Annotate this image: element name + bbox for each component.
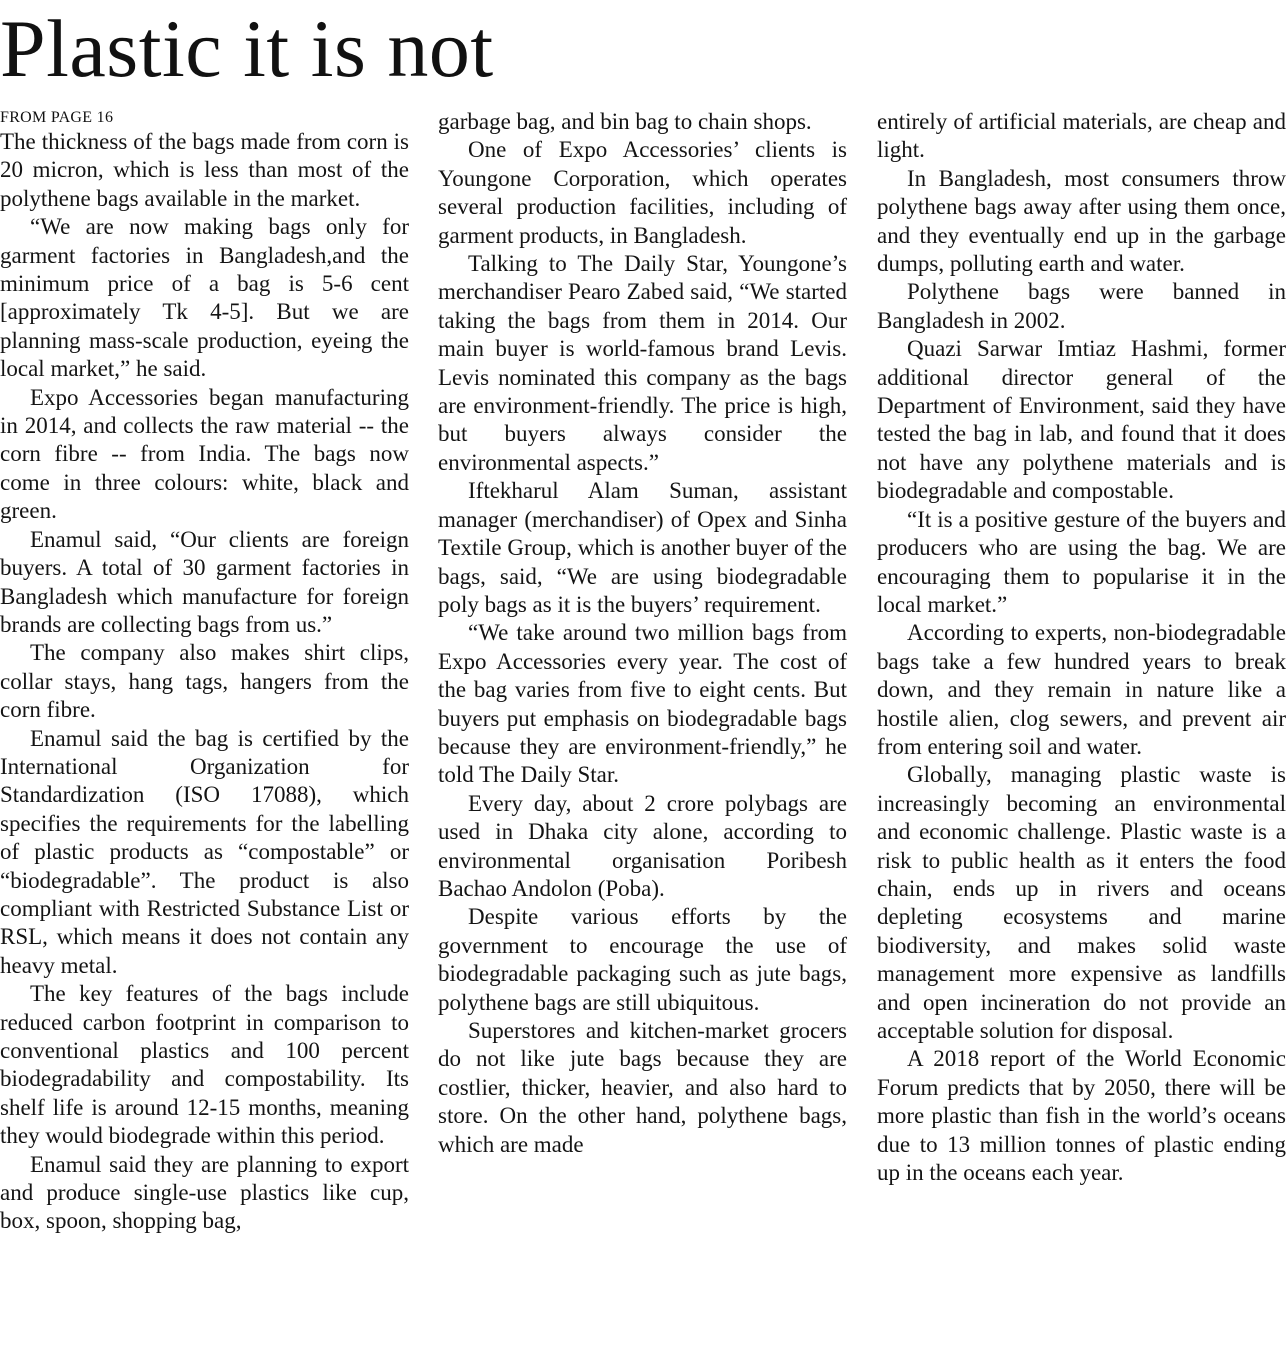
- paragraph: In Bangladesh, most consumers throw polythene bags away after using them once, and they eventually end up in the garbage dumps, polluting earth and water.: [877, 165, 1286, 277]
- paragraph: Superstores and kitchen-market grocers do not like jute bags because they are costlier, thicker, heavier, and also hard to store. On the other hand, polythene bags, which are made: [438, 1018, 847, 1157]
- article-column-2: [438, 108, 847, 1159]
- continuation-kicker: FROM PAGE 16: [0, 109, 114, 126]
- paragraph: Expo Accessories began manufacturing in 2014, and collects the raw material -- the corn fibre -- from India. The bags now come in three colours: white, black and green.: [0, 384, 409, 524]
- paragraph: Globally, managing plastic waste is increasingly becoming an environmental and economic challenge. Plastic waste is a risk to public health as it enters the food chain, ends up in rivers and oceans depleting ecosystems and marine biodiversity, and makes solid waste management more expensive as landfills and open incineration do not provide an acceptable solution for disposal.: [877, 762, 1286, 1043]
- article-column-3: [877, 108, 1286, 1187]
- paragraph: entirely of artificial materials, are cheap and light.: [877, 109, 1286, 163]
- article-column-1: [0, 108, 409, 1236]
- paragraph: The company also makes shirt clips, collar stays, hang tags, hangers from the corn fibre.: [0, 640, 409, 723]
- paragraph: Enamul said, “Our clients are foreign buyers. A total of 30 garment factories in Bangladesh which manufacture for foreign brands are collecting bags from us.”: [0, 526, 409, 637]
- headline: Plastic it is not: [0, 3, 494, 94]
- paragraph: A 2018 report of the World Economic Forum predicts that by 2050, there will be more plastic than fish in the world’s oceans due to 13 million tonnes of plastic ending up in the oceans each year.: [877, 1046, 1286, 1186]
- paragraph: “We are now making bags only for garment factories in Bangladesh,and the minimum price of a bag is 5-6 cent [approximately Tk 4-5]. But we are planning mass-scale production, eyeing the local market,” he said.: [0, 214, 409, 382]
- paragraph: Quazi Sarwar Imtiaz Hashmi, former additional director general of the Department of Environment, said they have tested the bag in lab, and found that it does not have any polythene materials and is biodegradable and compostable.: [877, 336, 1286, 504]
- paragraph: Every day, about 2 crore polybags are used in Dhaka city alone, according to environmental organisation Poribesh Bachao Andolon (Poba).: [438, 790, 847, 901]
- paragraph: One of Expo Accessories’ clients is Youngone Corporation, which operates several production facilities, including of garment products, in Bangladesh.: [438, 137, 847, 248]
- paragraph: garbage bag, and bin bag to chain shops.: [438, 109, 812, 134]
- paragraph: Iftekharul Alam Suman, assistant manager (merchandiser) of Opex and Sinha Textile Group, which is another buyer of the bags, said, “We are using biodegradable poly bags as it is the buyers’ requirement.: [438, 478, 847, 617]
- paragraph: According to experts, non-biodegradable bags take a few hundred years to break down, and they remain in nature like a hostile alien, clog sewers, and prevent air from entering soil and water.: [877, 620, 1286, 759]
- paragraph: Enamul said the bag is certified by the International Organization for Standardization (ISO 17088), which specifies the requirements for the labelling of plastic products as “compostable” or “biodegradable”. The product is also compliant with Restricted Substance List or RSL, which means it does not contain any heavy metal.: [0, 725, 409, 978]
- paragraph: Despite various efforts by the government to encourage the use of biodegradable packaging such as jute bags, polythene bags are still ubiquitous.: [438, 904, 847, 1015]
- paragraph: Enamul said they are planning to export and produce single-use plastics like cup, box, spoon, shopping bag,: [0, 1151, 409, 1234]
- paragraph: “We take around two million bags from Expo Accessories every year. The cost of the bag varies from five to eight cents. But buyers put emphasis on biodegradable bags because they are environment-friendly,” he told The Daily Star.: [438, 620, 847, 788]
- paragraph: “It is a positive gesture of the buyers and producers who are using the bag. We are encouraging them to popularise it in the local market.”: [877, 506, 1286, 617]
- paragraph: The thickness of the bags made from corn is 20 micron, which is less than most of the polythene bags available in the market.: [0, 129, 409, 211]
- paragraph: Talking to The Daily Star, Youngone’s merchandiser Pearo Zabed said, “We started taking the bags from them in 2014. Our main buyer is world-famous brand Levis. Levis nominated this company as the bags are environment-friendly. The price is high, but buyers always consider the environmental aspects.”: [438, 251, 847, 475]
- paragraph: Polythene bags were banned in Bangladesh in 2002.: [877, 279, 1286, 333]
- paragraph: The key features of the bags include reduced carbon footprint in comparison to conventional plastics and 100 percent biodegradability and compostability. Its shelf life is around 12-15 months, meaning they would biodegrade within this period.: [0, 981, 409, 1149]
